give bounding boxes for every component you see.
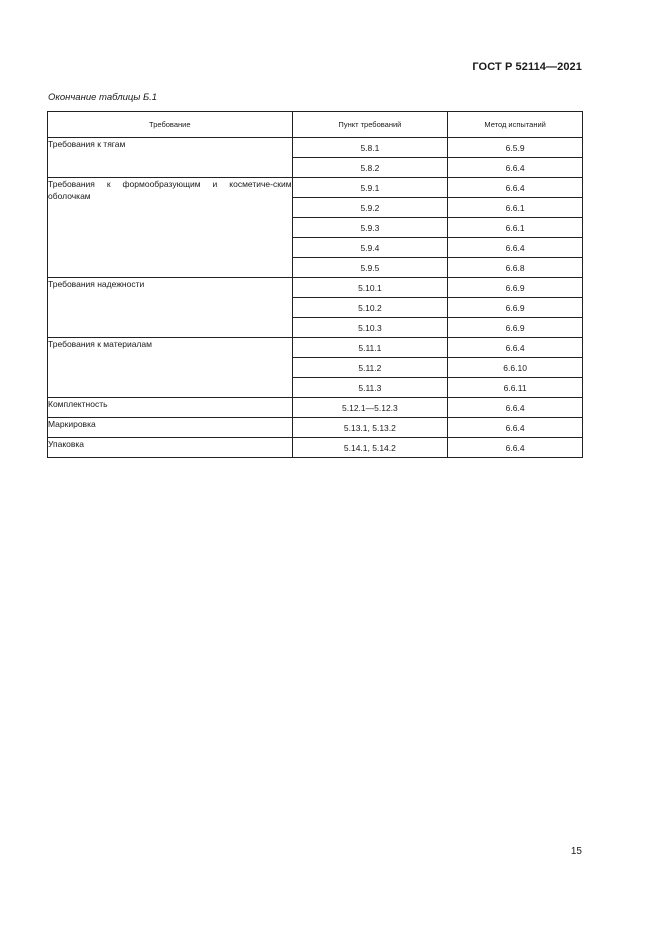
column-header-item: Пункт требований — [292, 112, 448, 138]
requirement-cell: Маркировка — [48, 418, 293, 438]
requirement-item-cell: 5.11.1 — [292, 338, 448, 358]
test-method-cell: 6.6.9 — [448, 298, 583, 318]
requirement-cell: Упаковка — [48, 438, 293, 458]
requirement-item-cell: 5.9.5 — [292, 258, 448, 278]
requirement-item-cell: 5.10.3 — [292, 318, 448, 338]
requirement-item-cell: 5.9.2 — [292, 198, 448, 218]
document-code: ГОСТ Р 52114—2021 — [472, 61, 582, 73]
table-row — [48, 278, 583, 298]
test-method-cell: 6.6.4 — [448, 158, 583, 178]
requirement-item-cell: 5.14.1, 5.14.2 — [292, 438, 448, 458]
table-header — [48, 112, 583, 138]
page-number: 15 — [570, 846, 582, 857]
test-method-cell: 6.6.4 — [448, 398, 583, 418]
requirement-item-cell: 5.8.2 — [292, 158, 448, 178]
table-row — [48, 138, 583, 158]
test-method-cell: 6.6.4 — [448, 418, 583, 438]
requirement-item-cell: 5.10.1 — [292, 278, 448, 298]
table-row — [48, 438, 583, 458]
test-method-cell: 6.6.1 — [448, 198, 583, 218]
requirement-item-cell: 5.11.3 — [292, 378, 448, 398]
requirement-item-cell: 5.8.1 — [292, 138, 448, 158]
requirement-cell: Комплектность — [48, 398, 293, 418]
table-body — [48, 138, 583, 458]
requirement-item-cell: 5.9.3 — [292, 218, 448, 238]
table-caption: Окончание таблицы Б.1 — [48, 92, 158, 103]
test-method-cell: 6.6.9 — [448, 278, 583, 298]
requirement-item-cell: 5.10.2 — [292, 298, 448, 318]
test-method-cell: 6.6.10 — [448, 358, 583, 378]
requirements-table — [47, 111, 583, 458]
test-method-cell: 6.6.1 — [448, 218, 583, 238]
requirement-item-cell: 5.9.1 — [292, 178, 448, 198]
table-row — [48, 338, 583, 358]
requirement-cell: Требования к материалам — [48, 338, 293, 398]
table-header-row — [48, 112, 583, 138]
requirement-item-cell: 5.12.1—5.12.3 — [292, 398, 448, 418]
test-method-cell: 6.6.4 — [448, 238, 583, 258]
test-method-cell: 6.6.4 — [448, 338, 583, 358]
test-method-cell: 6.6.9 — [448, 318, 583, 338]
table-row — [48, 418, 583, 438]
requirement-cell: Требования к формообразующим и косметиче-ским оболочкам — [48, 178, 293, 278]
column-header-requirement: Требование — [48, 112, 293, 138]
requirement-item-cell: 5.9.4 — [292, 238, 448, 258]
requirement-item-cell: 5.11.2 — [292, 358, 448, 378]
table-row — [48, 178, 583, 198]
requirement-cell: Требования надежности — [48, 278, 293, 338]
requirement-item-cell: 5.13.1, 5.13.2 — [292, 418, 448, 438]
column-header-method: Метод испытаний — [448, 112, 583, 138]
test-method-cell: 6.5.9 — [448, 138, 583, 158]
test-method-cell: 6.6.4 — [448, 178, 583, 198]
test-method-cell: 6.6.4 — [448, 438, 583, 458]
requirement-cell: Требования к тягам — [48, 138, 293, 178]
test-method-cell: 6.6.8 — [448, 258, 583, 278]
table-row — [48, 398, 583, 418]
test-method-cell: 6.6.11 — [448, 378, 583, 398]
